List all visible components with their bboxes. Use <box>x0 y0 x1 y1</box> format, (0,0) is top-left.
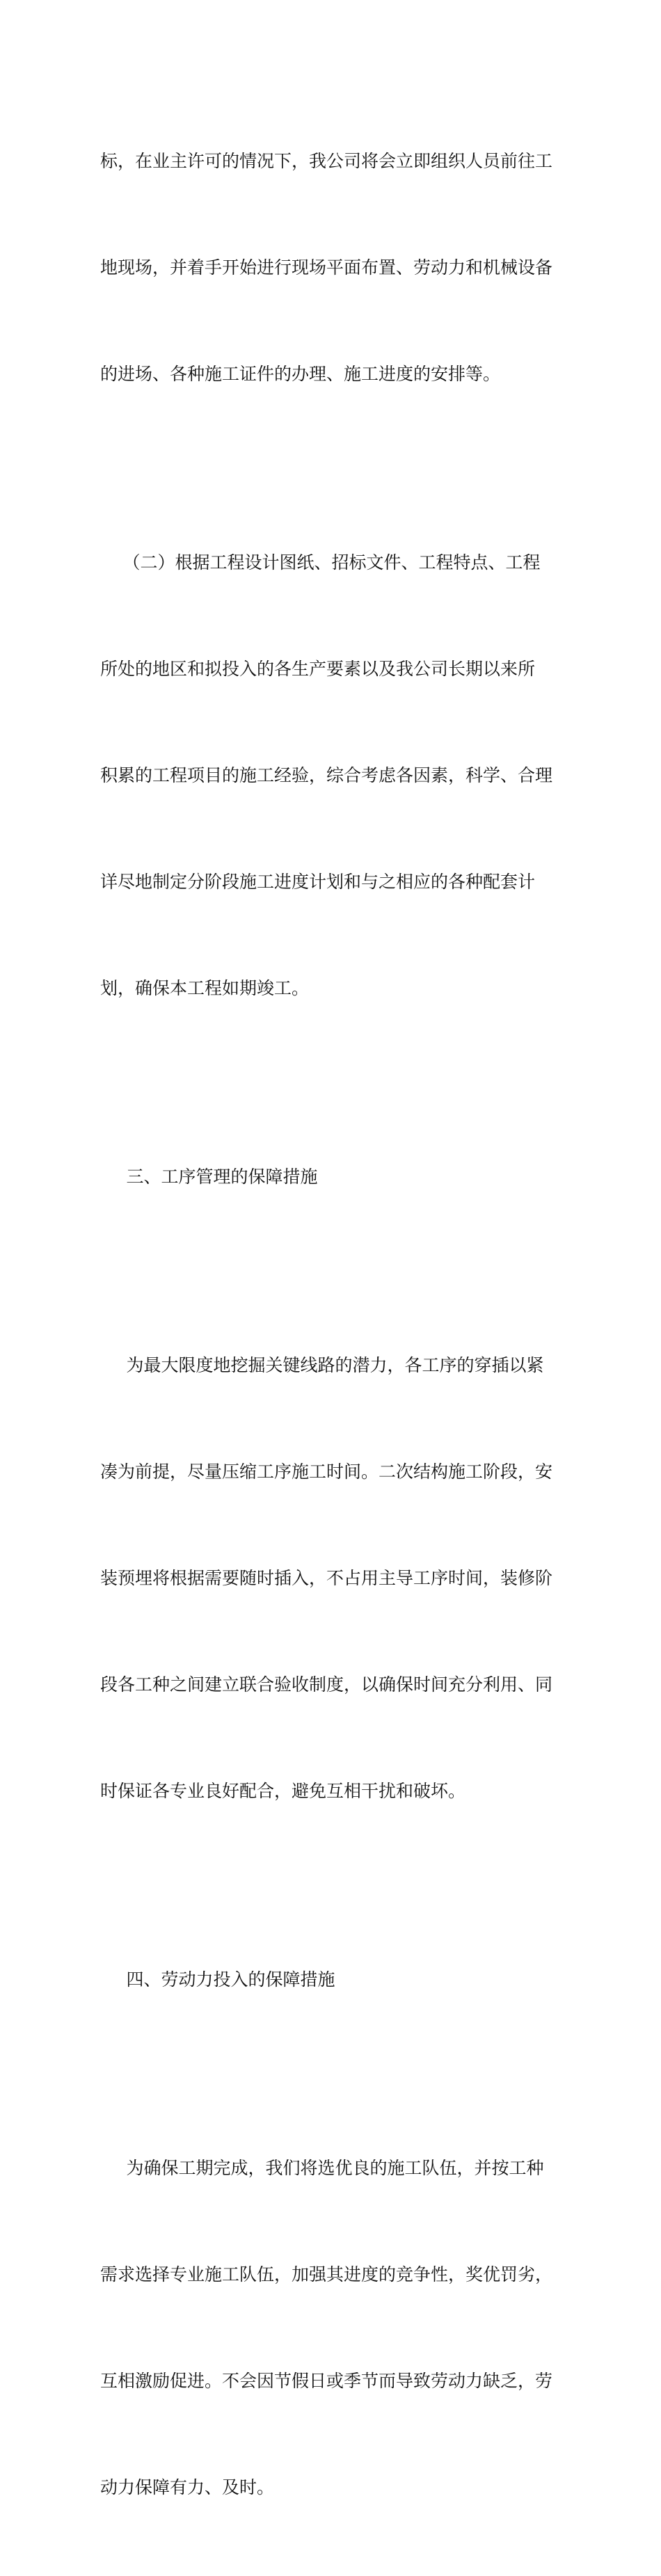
text-line: 需求选择专业施工队伍，加强其进度的竞争性，奖优罚劣， <box>100 2264 553 2285</box>
text-line: 段各工种之间建立联合验收制度，以确保时间充分利用、同 <box>100 1674 553 1695</box>
text-line: 详尽地制定分阶段施工进度计划和与之相应的各种配套计 <box>100 872 536 892</box>
text-line: （二）根据工程设计图纸、招标文件、工程特点、工程 <box>122 552 541 573</box>
text-line: 的进场、各种施工证件的办理、施工进度的安排等。 <box>100 364 501 384</box>
text-line: 时保证各专业良好配合，避免互相干扰和破坏。 <box>100 1781 466 1801</box>
text-line: 动力保障有力、及时。 <box>100 2477 275 2497</box>
text-line: 凑为前提，尽量压缩工序施工时间。二次结构施工阶段，安 <box>100 1462 553 1482</box>
text-line: 为确保工期完成，我们将选优良的施工队伍，并按工种 <box>126 2158 544 2178</box>
text-line: 为最大限度地挖掘关键线路的潜力，各工序的穿插以紧 <box>126 1355 544 1375</box>
text-line: 所处的地区和拟投入的各生产要素以及我公司长期以来所 <box>100 659 536 679</box>
text-line: 互相激励促进。不会因节假日或季节而导致劳动力缺乏，劳 <box>100 2371 553 2391</box>
section-heading-labor-input <box>100 1891 562 2068</box>
paragraph-process-management <box>100 1277 562 1880</box>
heading-line: 三、工序管理的保障措施 <box>126 1167 318 1187</box>
text-line: 划，确保本工程如期竣工。 <box>100 978 310 998</box>
document-body <box>100 72 562 2576</box>
heading-line: 四、劳动力投入的保障措施 <box>126 1969 335 1990</box>
paragraph-continuation <box>100 72 562 463</box>
section-heading-process-management <box>100 1088 562 1265</box>
text-line: 标，在业主许可的情况下，我公司将会立即组织人员前往工 <box>100 151 553 171</box>
text-line: 积累的工程项目的施工经验，综合考虑各因素，科学、合理 <box>100 765 553 785</box>
paragraph-schedule-plan <box>100 474 562 1077</box>
paragraph-labor-input <box>100 2079 562 2576</box>
text-line: 装预埋将根据需要随时插入，不占用主导工序时间，装修阶 <box>100 1568 553 1588</box>
text-line: 地现场，并着手开始进行现场平面布置、劳动力和机械设备 <box>100 257 553 278</box>
